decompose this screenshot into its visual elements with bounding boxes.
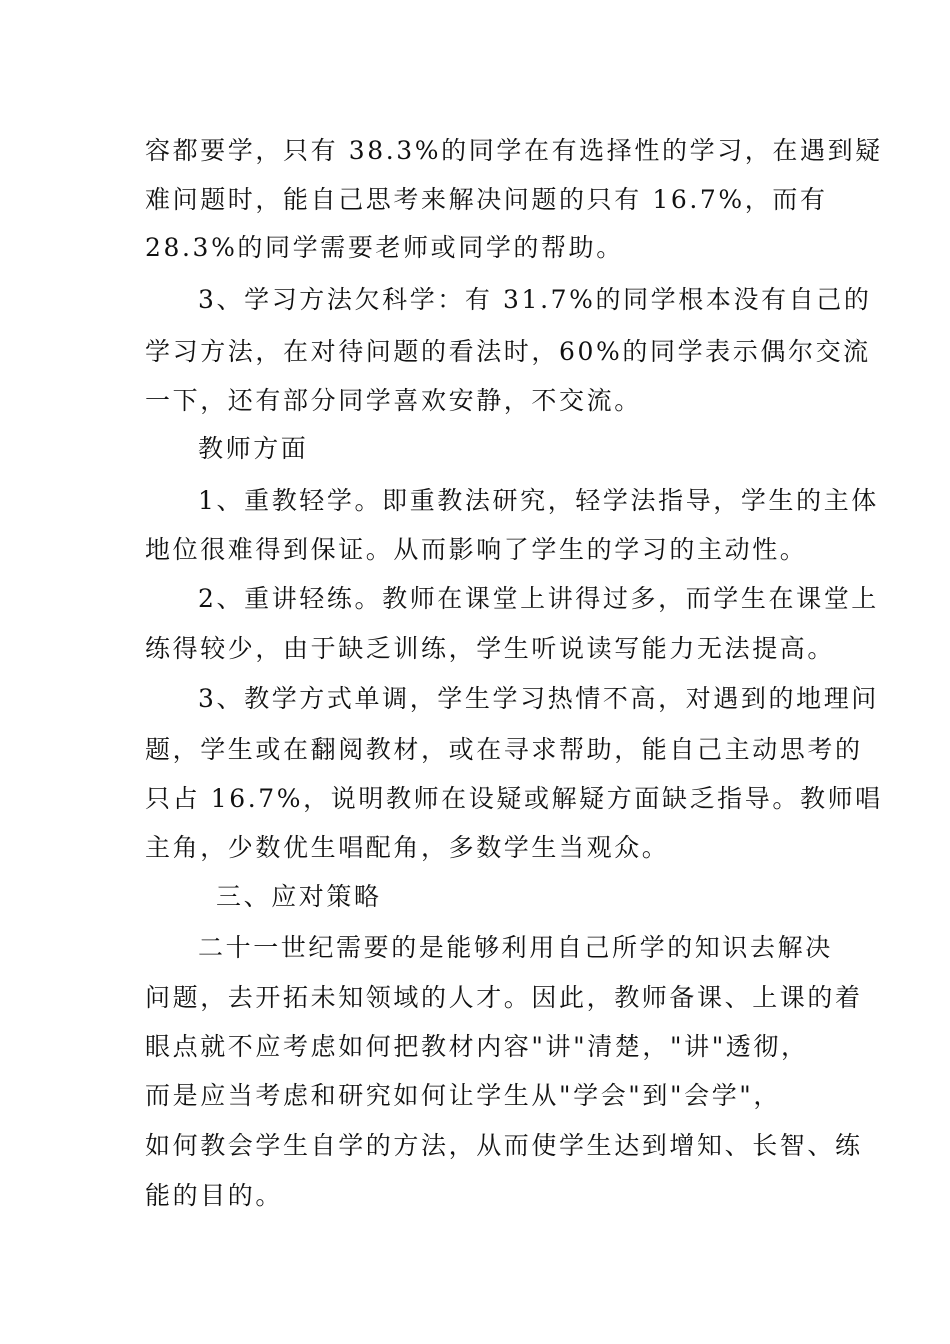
paragraph-line: 容都要学，只有 38.3%的同学在有选择性的学习，在遇到疑 — [145, 136, 883, 165]
paragraph-line: 28.3%的同学需要老师或同学的帮助。 — [145, 233, 624, 262]
paragraph-line: 练得较少，由于缺乏训练，学生听说读写能力无法提高。 — [145, 634, 836, 663]
paragraph-line: 学习方法，在对待问题的看法时，60%的同学表示偶尔交流 — [145, 337, 871, 366]
paragraph-line: 能的目的。 — [145, 1181, 284, 1210]
paragraph-line: 主角，少数优生唱配角，多数学生当观众。 — [145, 833, 670, 862]
section-heading: 教师方面 — [198, 434, 309, 463]
paragraph-line: 地位很难得到保证。从而影响了学生的学习的主动性。 — [145, 535, 808, 564]
paragraph-line: 眼点就不应考虑如何把教材内容"讲"清楚，"讲"透彻， — [145, 1032, 809, 1061]
paragraph-line: 如何教会学生自学的方法，从而使学生达到增知、长智、练 — [145, 1131, 863, 1160]
paragraph-line: 3、教学方式单调，学生学习热情不高，对遇到的地理问 — [198, 684, 879, 713]
paragraph-line: 2、重讲轻练。教师在课堂上讲得过多，而学生在课堂上 — [198, 584, 879, 613]
paragraph-line: 1、重教轻学。即重教法研究，轻学法指导，学生的主体 — [198, 486, 879, 515]
paragraph-line: 难问题时，能自己思考来解决问题的只有 16.7%，而有 — [145, 185, 828, 214]
section-heading: 三、应对策略 — [216, 882, 382, 911]
paragraph-line: 只占 16.7%，说明教师在设疑或解疑方面缺乏指导。教师唱 — [145, 784, 883, 813]
paragraph-line: 问题，去开拓未知领域的人才。因此，教师备课、上课的着 — [145, 983, 863, 1012]
paragraph-line: 3、学习方法欠科学：有 31.7%的同学根本没有自己的 — [198, 285, 872, 314]
paragraph-line: 二十一世纪需要的是能够利用自己所学的知识去解决 — [198, 933, 833, 962]
paragraph-line: 而是应当考虑和研究如何让学生从"学会"到"会学"， — [145, 1081, 781, 1110]
paragraph-line: 题，学生或在翻阅教材，或在寻求帮助，能自己主动思考的 — [145, 735, 863, 764]
paragraph-line: 一下，还有部分同学喜欢安静，不交流。 — [145, 386, 642, 415]
